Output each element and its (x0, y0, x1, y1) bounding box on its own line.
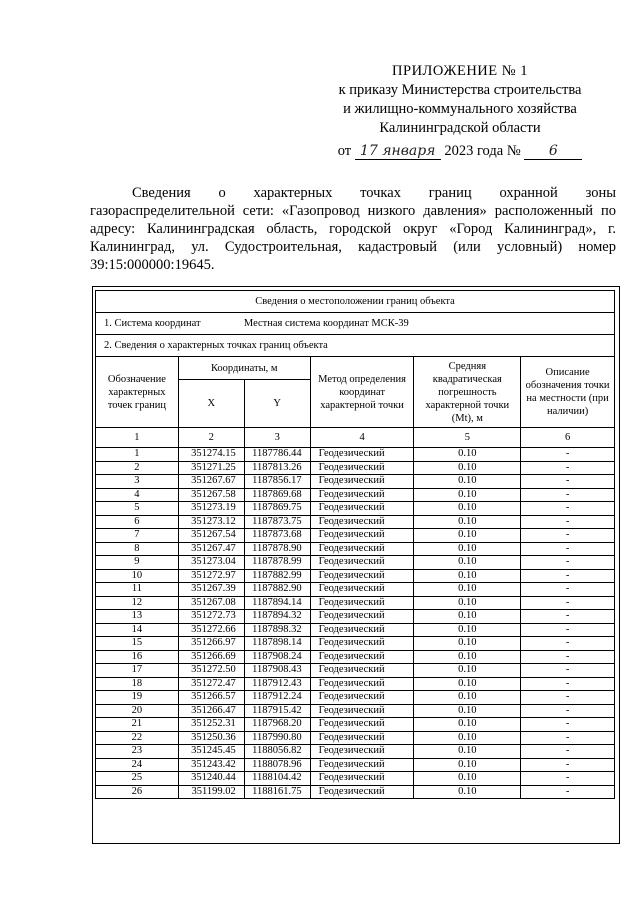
cell-x: 351274.15 (178, 448, 244, 462)
table-row (96, 502, 615, 516)
cell-method: Геодезический (310, 502, 414, 516)
cell-y: 1188161.75 (244, 785, 310, 799)
cell-x: 351199.02 (178, 785, 244, 799)
cell-y: 1187878.99 (244, 556, 310, 570)
cell-y: 1187898.14 (244, 637, 310, 651)
cell-point: 3 (96, 475, 179, 489)
cell-error: 0.10 (414, 677, 521, 691)
table-row (96, 785, 615, 799)
cell-x: 351245.45 (178, 745, 244, 759)
cell-desc: - (521, 745, 615, 759)
cell-error: 0.10 (414, 556, 521, 570)
cell-y: 1187912.24 (244, 691, 310, 705)
table-row (96, 745, 615, 759)
cell-y: 1188104.42 (244, 772, 310, 786)
cell-x: 351267.47 (178, 542, 244, 556)
coord-system-row: 1. Система координат Местная система координат МСК-39 (96, 313, 615, 335)
cell-method: Геодезический (310, 488, 414, 502)
cell-y: 1187990.80 (244, 731, 310, 745)
cell-error: 0.10 (414, 542, 521, 556)
col-header-y: Y (244, 380, 310, 428)
cell-y: 1188078.96 (244, 758, 310, 772)
cell-point: 9 (96, 556, 179, 570)
cell-point: 25 (96, 772, 179, 786)
handwritten-date: 17 января (355, 144, 441, 160)
cell-error: 0.10 (414, 731, 521, 745)
table-row (96, 637, 615, 651)
table-row (96, 677, 615, 691)
cell-method: Геодезический (310, 623, 414, 637)
cell-error: 0.10 (414, 583, 521, 597)
table-row (96, 623, 615, 637)
cell-x: 351240.44 (178, 772, 244, 786)
cell-point: 5 (96, 502, 179, 516)
table-row (96, 488, 615, 502)
cell-x: 351271.25 (178, 461, 244, 475)
cell-point: 20 (96, 704, 179, 718)
cell-desc: - (521, 785, 615, 799)
cell-point: 22 (96, 731, 179, 745)
cell-error: 0.10 (414, 704, 521, 718)
cell-point: 12 (96, 596, 179, 610)
cell-x: 351243.42 (178, 758, 244, 772)
table-row (96, 583, 615, 597)
cell-x: 351272.50 (178, 664, 244, 678)
table-title: Сведения о местоположении границ объекта (96, 291, 615, 313)
cell-y: 1187908.43 (244, 664, 310, 678)
cell-x: 351272.73 (178, 610, 244, 624)
cell-method: Геодезический (310, 677, 414, 691)
cell-point: 11 (96, 583, 179, 597)
cell-error: 0.10 (414, 650, 521, 664)
cell-desc: - (521, 718, 615, 732)
cell-desc: - (521, 623, 615, 637)
cell-desc: - (521, 448, 615, 462)
table-row (96, 542, 615, 556)
cell-x: 351272.47 (178, 677, 244, 691)
cell-x: 351267.58 (178, 488, 244, 502)
points-section-title: 2. Сведения о характерных точках границ объекта (96, 335, 615, 357)
cell-method: Геодезический (310, 731, 414, 745)
cell-y: 1187912.43 (244, 677, 310, 691)
col-header-error: Средняя квадратическая погрешность характерной точки (Mt), м (414, 357, 521, 428)
col-number: 2 (178, 428, 244, 448)
cell-point: 23 (96, 745, 179, 759)
cell-error: 0.10 (414, 475, 521, 489)
cell-desc: - (521, 515, 615, 529)
cell-y: 1187856.17 (244, 475, 310, 489)
cell-desc: - (521, 475, 615, 489)
cell-method: Геодезический (310, 448, 414, 462)
cell-y: 1187882.99 (244, 569, 310, 583)
cell-error: 0.10 (414, 461, 521, 475)
table-row (96, 731, 615, 745)
cell-method: Геодезический (310, 785, 414, 799)
cell-desc: - (521, 637, 615, 651)
column-number-row (96, 428, 615, 448)
cell-desc: - (521, 542, 615, 556)
cell-desc: - (521, 596, 615, 610)
cell-y: 1187915.42 (244, 704, 310, 718)
table-row (96, 704, 615, 718)
cell-y: 1187873.75 (244, 515, 310, 529)
cell-method: Геодезический (310, 637, 414, 651)
cell-error: 0.10 (414, 718, 521, 732)
cell-error: 0.10 (414, 502, 521, 516)
cell-desc: - (521, 610, 615, 624)
cell-error: 0.10 (414, 448, 521, 462)
cell-point: 4 (96, 488, 179, 502)
table-row (96, 691, 615, 705)
cell-y: 1187878.90 (244, 542, 310, 556)
cell-error: 0.10 (414, 529, 521, 543)
cell-point: 16 (96, 650, 179, 664)
cell-x: 351267.67 (178, 475, 244, 489)
table-row (96, 448, 615, 462)
cell-point: 21 (96, 718, 179, 732)
cell-x: 351252.31 (178, 718, 244, 732)
cell-x: 351272.97 (178, 569, 244, 583)
cell-x: 351273.19 (178, 502, 244, 516)
cell-method: Геодезический (310, 704, 414, 718)
table-row (96, 475, 615, 489)
cell-error: 0.10 (414, 569, 521, 583)
cell-desc: - (521, 556, 615, 570)
cell-error: 0.10 (414, 488, 521, 502)
cell-x: 351273.04 (178, 556, 244, 570)
cell-x: 351266.57 (178, 691, 244, 705)
col-number: 4 (310, 428, 414, 448)
cell-method: Геодезический (310, 718, 414, 732)
cell-error: 0.10 (414, 785, 521, 799)
appendix-title: ПРИЛОЖЕНИЕ № 1 (392, 63, 528, 79)
table-row (96, 461, 615, 475)
cell-desc: - (521, 664, 615, 678)
table-row (96, 556, 615, 570)
cell-x: 351267.39 (178, 583, 244, 597)
cell-y: 1188056.82 (244, 745, 310, 759)
cell-desc: - (521, 731, 615, 745)
cell-error: 0.10 (414, 623, 521, 637)
cell-method: Геодезический (310, 596, 414, 610)
cell-point: 14 (96, 623, 179, 637)
cell-method: Геодезический (310, 475, 414, 489)
col-header-desc: Описание обозначения точки на местности (при наличии) (521, 357, 615, 428)
table-row (96, 718, 615, 732)
cell-desc: - (521, 461, 615, 475)
col-header-x: X (178, 380, 244, 428)
cell-desc: - (521, 772, 615, 786)
cell-error: 0.10 (414, 515, 521, 529)
table-row (96, 772, 615, 786)
cell-y: 1187898.32 (244, 623, 310, 637)
cell-x: 351250.36 (178, 731, 244, 745)
table-row (96, 650, 615, 664)
cell-error: 0.10 (414, 637, 521, 651)
cell-error: 0.10 (414, 772, 521, 786)
cell-point: 19 (96, 691, 179, 705)
cell-desc: - (521, 691, 615, 705)
appendix-header (300, 62, 620, 161)
cell-error: 0.10 (414, 745, 521, 759)
order-date-line (300, 142, 620, 161)
cell-error: 0.10 (414, 758, 521, 772)
cell-point: 6 (96, 515, 179, 529)
table-row (96, 529, 615, 543)
cell-point: 18 (96, 677, 179, 691)
from-label: от (337, 143, 352, 159)
cell-method: Геодезический (310, 515, 414, 529)
cell-desc: - (521, 569, 615, 583)
cell-desc: - (521, 502, 615, 516)
cell-method: Геодезический (310, 758, 414, 772)
header-line-3: Калининградской области (379, 120, 541, 136)
year-label: 2023 года № (444, 143, 521, 159)
cell-x: 351272.66 (178, 623, 244, 637)
col-number: 3 (244, 428, 310, 448)
col-header-coords: Координаты, м (178, 357, 310, 380)
col-header-method: Метод определения координат характерной точки (310, 357, 414, 428)
cell-point: 7 (96, 529, 179, 543)
table-row (96, 610, 615, 624)
cell-error: 0.10 (414, 691, 521, 705)
header-line-2: и жилищно-коммунального хозяйства (343, 101, 577, 117)
cell-point: 1 (96, 448, 179, 462)
cell-desc: - (521, 650, 615, 664)
col-number: 6 (521, 428, 615, 448)
cell-y: 1187869.75 (244, 502, 310, 516)
cell-y: 1187813.26 (244, 461, 310, 475)
cell-method: Геодезический (310, 650, 414, 664)
cell-x: 351273.12 (178, 515, 244, 529)
cell-desc: - (521, 758, 615, 772)
cell-y: 1187894.32 (244, 610, 310, 624)
cell-method: Геодезический (310, 529, 414, 543)
cell-y: 1187908.24 (244, 650, 310, 664)
cell-method: Геодезический (310, 610, 414, 624)
col-number: 5 (414, 428, 521, 448)
col-header-point: Обозначение характерных точек границ (96, 357, 179, 428)
cell-x: 351266.69 (178, 650, 244, 664)
cell-y: 1187882.90 (244, 583, 310, 597)
cell-y: 1187894.14 (244, 596, 310, 610)
table-row (96, 569, 615, 583)
col-number: 1 (96, 428, 179, 448)
cell-desc: - (521, 488, 615, 502)
cell-method: Геодезический (310, 664, 414, 678)
table-row (96, 596, 615, 610)
cell-desc: - (521, 677, 615, 691)
cell-x: 351266.97 (178, 637, 244, 651)
table-row (96, 758, 615, 772)
cell-y: 1187873.68 (244, 529, 310, 543)
cell-point: 24 (96, 758, 179, 772)
cell-desc: - (521, 583, 615, 597)
cell-point: 17 (96, 664, 179, 678)
cell-point: 26 (96, 785, 179, 799)
cell-y: 1187786.44 (244, 448, 310, 462)
cell-desc: - (521, 704, 615, 718)
boundary-points-table-frame (92, 286, 620, 844)
table-row (96, 515, 615, 529)
cell-x: 351267.54 (178, 529, 244, 543)
cell-y: 1187968.20 (244, 718, 310, 732)
cell-error: 0.10 (414, 596, 521, 610)
cell-method: Геодезический (310, 461, 414, 475)
cell-point: 15 (96, 637, 179, 651)
intro-paragraph: Сведения о характерных точках границ охранной зоны газораспределительной сети: «Газопровод низкого давления» расположенный по адресу: Калининградская область, городской округ «Город Калининград», г. Калининград, ул. Судостроительная, кадастровый (или условный) номер 39:15:000000:19645. (90, 185, 616, 273)
cell-x: 351266.47 (178, 704, 244, 718)
cell-method: Геодезический (310, 691, 414, 705)
cell-error: 0.10 (414, 664, 521, 678)
cell-method: Геодезический (310, 556, 414, 570)
cell-y: 1187869.68 (244, 488, 310, 502)
table-row (96, 664, 615, 678)
cell-point: 8 (96, 542, 179, 556)
cell-point: 13 (96, 610, 179, 624)
header-line-1: к приказу Министерства строительства (338, 82, 582, 98)
cell-method: Геодезический (310, 745, 414, 759)
cell-method: Геодезический (310, 569, 414, 583)
cell-point: 2 (96, 461, 179, 475)
cell-method: Геодезический (310, 542, 414, 556)
cell-point: 10 (96, 569, 179, 583)
boundary-points-table (95, 290, 615, 799)
cell-x: 351267.08 (178, 596, 244, 610)
handwritten-number: 6 (524, 144, 582, 160)
cell-desc: - (521, 529, 615, 543)
cell-method: Геодезический (310, 772, 414, 786)
cell-method: Геодезический (310, 583, 414, 597)
cell-error: 0.10 (414, 610, 521, 624)
